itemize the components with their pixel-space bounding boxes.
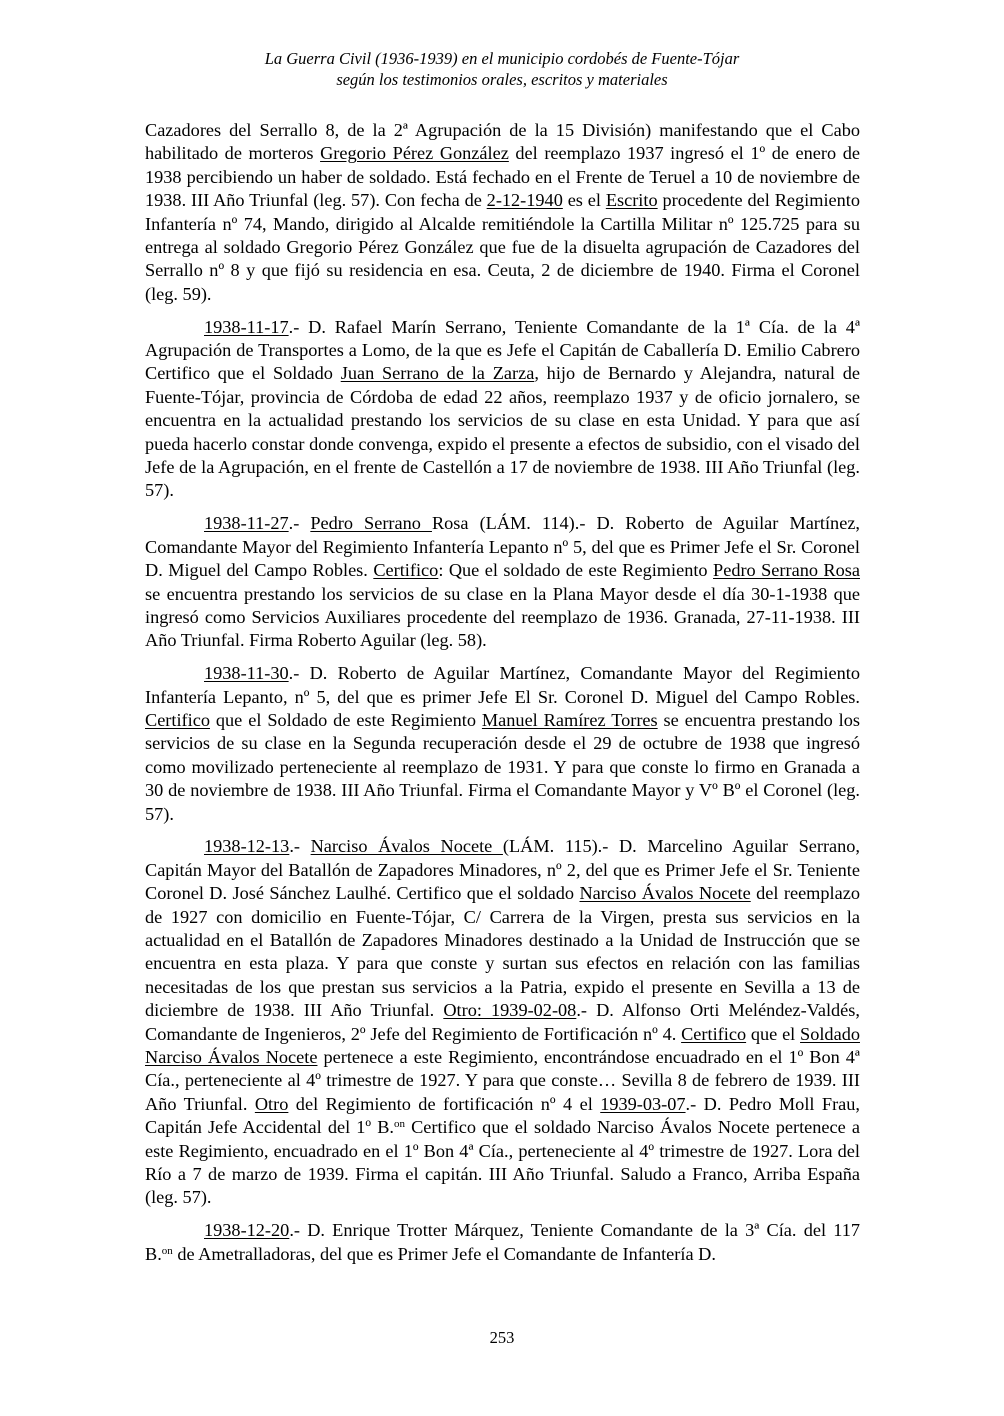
- text-run: .- D. Enrique Trotter Márquez, Teniente Comandante de la 3ª Cía. del 117 B.: [145, 1220, 860, 1264]
- text-run: .- D. Alfonso Orti Meléndez-Valdés, Comandante de Ingenieros, 2º Jefe del Regimiento de Fortificación nº 4.: [145, 1000, 860, 1044]
- underlined-text: 2-12-1940: [486, 190, 563, 211]
- underlined-text: Narciso Ávalos Nocete: [579, 883, 751, 904]
- text-run: .-: [289, 836, 311, 857]
- underlined-text: Escrito: [605, 190, 658, 211]
- text-run: que el Soldado de este Regimiento: [209, 709, 482, 730]
- underlined-text: 1939-03-07: [600, 1093, 686, 1114]
- paragraph: [145, 512, 860, 652]
- text-run: es el: [562, 190, 606, 211]
- text-run: del reemplazo de 1927 con domicilio en Fuente-Tójar, C/ Carrera de la Virgen, presta sus servicios en la actualidad en el Batallón de Zapadores Minadores destinado a la Unidad de Instrucción que se encuentra en esta plaza. Y para que conste y surtan sus efectos en relación con las familias necesitadas de los que prestan sus servicios a la Patria, expido el presente en Sevilla a 13 de diciembre de 1938. III Año Triunfal.: [145, 883, 860, 1021]
- text-run: .- D. Roberto de Aguilar Martínez, Comandante Mayor del Regimiento Infantería Lepanto, nº 5, del que es primer Jefe El Sr. Coronel D. Miguel del Campo Robles.: [145, 663, 860, 707]
- text-run: del Regimiento de fortificación nº 4 el: [288, 1093, 601, 1114]
- paragraph: [145, 662, 860, 826]
- paragraph: [145, 316, 860, 503]
- underlined-text: Narciso Ávalos Nocete: [310, 836, 503, 857]
- text-run: procedente del Regimiento Infantería nº 74, Mando, dirigido al Alcalde remitiéndole la Cartilla Militar nº 125.725 para su entrega al soldado Gregorio Pérez González que fue de la disuelta agrupación de Cazadores del Serrallo nº 8 y que fijó su residencia en esa. Ceuta, 2 de diciembre de 1940. Firma el Coronel (leg. 59).: [145, 190, 860, 304]
- text-run: que el: [746, 1023, 801, 1044]
- text-run: Certifico que el soldado Narciso Ávalos Nocete pertenece a este Regimiento, encuadrado en el 1º Bon 4ª Cía., perteneciente al 4º trimestre de 1927. Lora del Río a 7 de marzo de 1939. Firma el capitán. III Año Triunfal. Saludo a Franco, Arriba España (leg. 57).: [145, 1117, 861, 1208]
- text-run: , hijo de Bernardo y Alejandra, natural de Fuente-Tójar, provincia de Córdoba de edad 22 años, reemplazo 1937 y de oficio jornalero, se encuentra en la actualidad prestando los servicios de su clase en esta Unidad. Y para que así pueda hacerlo constar donde convenga, expido el presente a efectos de subsidio, con el visado del Jefe de la Agrupación, en el frente de Castellón a 17 de noviembre de 1938. III Año Triunfal (leg. 57).: [145, 363, 860, 501]
- underlined-text: Otro: 1939-02-08: [443, 1000, 577, 1021]
- paragraph: [145, 835, 860, 1210]
- underlined-text: Pedro Serrano: [310, 513, 432, 534]
- running-header: [120, 48, 884, 90]
- underlined-text: Manuel Ramírez Torres: [481, 709, 658, 730]
- underlined-text: 1938-12-20: [204, 1220, 290, 1241]
- underlined-text: Pedro Serrano Rosa: [713, 560, 860, 581]
- paragraph: [145, 1219, 860, 1266]
- superscript: on: [161, 1244, 173, 1257]
- text-run: .- D. Pedro Moll Frau, Capitán Jefe Accidental del 1º B.: [145, 1093, 860, 1138]
- page-number: 253: [489, 1328, 515, 1347]
- underlined-text: Soldado Narciso Ávalos Nocete: [145, 1023, 860, 1067]
- underlined-text: Certifico: [373, 560, 439, 581]
- underlined-text: Certifico: [681, 1023, 747, 1044]
- underlined-text: 1938-12-13: [204, 836, 290, 857]
- underlined-text: 1938-11-17: [204, 316, 289, 337]
- underlined-text: Certifico: [145, 709, 210, 730]
- text-run: (LÁM. 115).- D. Marcelino Aguilar Serrano, Capitán Mayor del Batallón de Zapadores Minadores, nº 2, del que es Primer Jefe el Sr. Teniente Coronel D. José Sánchez Laulhé. Certifico que el soldado: [145, 836, 861, 904]
- text-run: del reemplazo 1937 ingresó el 1º de enero de 1938 percibiendo un haber de soldado. Está fechado en el Frente de Teruel a 10 de noviembre de 1938. III Año Triunfal (leg. 57). Con fecha de: [145, 143, 860, 211]
- body-text: [145, 119, 860, 1275]
- text-run: .-: [288, 513, 311, 534]
- text-run: .- D. Rafael Marín Serrano, Teniente Comandante de la 1ª Cía. de la 4ª Agrupación de Transportes a Lomo, de la que es Jefe el Capitán de Caballería D. Emilio Cabrero Certifico que el Soldado: [145, 316, 860, 384]
- underlined-text: 1938-11-27: [204, 513, 289, 534]
- text-run: : Que el soldado de este Regimiento: [438, 560, 714, 581]
- paragraph: [145, 119, 860, 306]
- underlined-text: 1938-11-30: [204, 663, 289, 684]
- text-run: Rosa (LÁM. 114).- D. Roberto de Aguilar Martínez, Comandante Mayor del Regimiento Infantería Lepanto nº 5, del que es Primer Jefe el Sr. Coronel D. Miguel del Campo Robles.: [145, 513, 860, 581]
- header-title-line-1: La Guerra Civil (1936-1939) en el municipio cordobés de Fuente-Tójar: [264, 49, 740, 68]
- header-title-line-2: según los testimonios orales, escritos y materiales: [336, 70, 668, 89]
- text-run: de Ametralladoras, del que es Primer Jefe el Comandante de Infantería D.: [172, 1243, 716, 1264]
- underlined-text: Gregorio Pérez González: [320, 143, 509, 164]
- text-run: Cazadores del Serrallo 8, de la 2ª Agrupación de la 15 División) manifestando que el Cabo habilitado de morteros: [145, 120, 860, 164]
- text-run: se encuentra prestando los servicios de su clase en la Segunda recuperación desde el 29 de octubre de 1938 que ingresó como movilizado perteneciente al reemplazo de 1931. Y para que conste lo firmo en Granada a 30 de noviembre de 1938. III Año Triunfal. Firma el Comandante Mayor y Vº Bº el Coronel (leg. 57).: [145, 709, 861, 824]
- underlined-text: Otro: [254, 1093, 289, 1114]
- superscript: on: [393, 1118, 405, 1131]
- text-run: pertenece a este Regimiento, encontrándose encuadrado en el 1º Bon 4ª Cía., perteneciente al 4º trimestre de 1927. Y para que conste… Sevilla 8 de febrero de 1939. III Año Triunfal.: [145, 1047, 860, 1114]
- text-run: se encuentra prestando los servicios de su clase en la Plana Mayor desde el día 30-1-1938 que ingresó como Servicios Auxiliares procedente del reemplazo de 1936. Granada, 27-11-1938. III Año Triunfal. Firma Roberto Aguilar (leg. 58).: [145, 583, 860, 651]
- underlined-text: Juan Serrano de la Zarza: [340, 363, 535, 384]
